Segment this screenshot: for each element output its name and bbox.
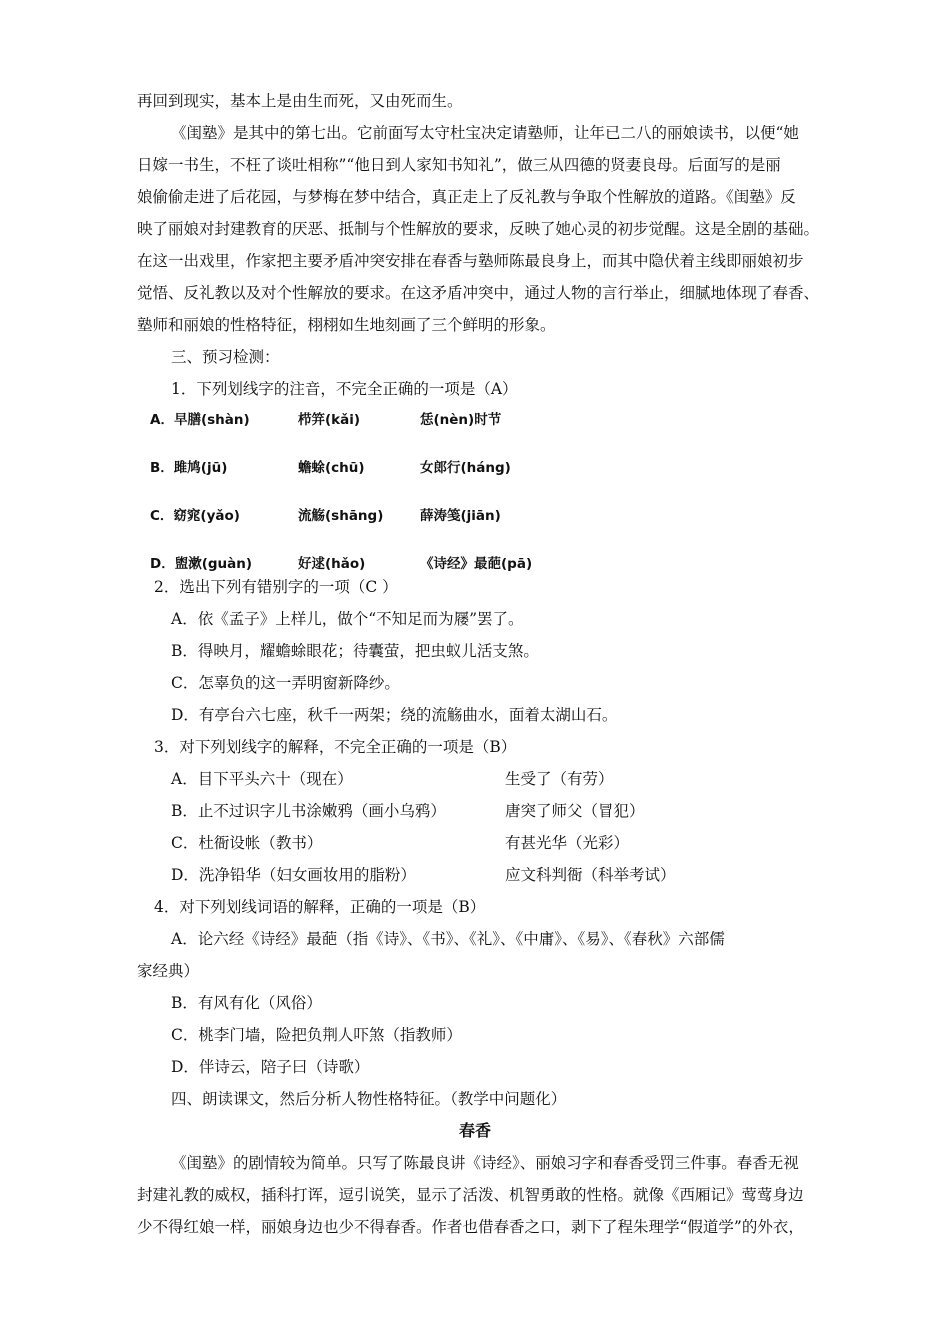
paragraph-line: 映了丽娘对封建教育的厌恶、抵制与个性解放的要求，反映了她心灵的初步觉醒。这是全剧的基础。 bbox=[137, 220, 820, 238]
q1-option-b-3: 女郎行(háng) bbox=[420, 460, 511, 476]
q1-option-row bbox=[150, 456, 850, 478]
paragraph-line: 娘偷偷走进了后花园，与梦梅在梦中结合，真正走上了反礼教与争取个性解放的道路。《闺塾》反 bbox=[137, 188, 796, 206]
q2-option-b: B．得映月，耀蟾蜍眼花；待囊萤，把虫蚁儿活支煞。 bbox=[171, 642, 539, 660]
q1-option-c-3: 薛涛笺(jiān) bbox=[420, 508, 501, 524]
q3-row-d bbox=[171, 864, 901, 886]
paragraph-line: 少不得红娘一样，丽娘身边也少不得春香。作者也借春香之口，剥下了程朱理学“假道学”的外衣， bbox=[137, 1218, 804, 1236]
q3-row-d-left: D．洗净铅华（妇女画妆用的脂粉） bbox=[171, 866, 416, 884]
q4-option-b: B．有风有化（风俗） bbox=[171, 994, 322, 1012]
paragraph-line: 《闺塾》是其中的第七出。它前面写太守杜宝决定请塾师，让年已二八的丽娘读书，以便“她 bbox=[171, 124, 799, 142]
subsection-title: 春香 bbox=[458, 1121, 491, 1140]
q3-row-b-left: B．止不过识字儿书涂嫩鸦（画小乌鸦） bbox=[171, 802, 446, 820]
section-heading-preview: 三、预习检测： bbox=[171, 348, 280, 366]
q4-option-c: C．桃李门墙，险把负荆人吓煞（指教师） bbox=[171, 1026, 462, 1044]
q1-option-d-2: 好逑(hǎo) bbox=[298, 556, 366, 572]
q3-row-c-right: 有甚光华（光彩） bbox=[505, 834, 630, 852]
q1-option-a-2: 栉笄(kǎi) bbox=[298, 412, 361, 428]
q3-row-a bbox=[171, 768, 901, 790]
q1-option-d: D．盥漱(guàn) bbox=[150, 556, 253, 572]
paragraph-line: 封建礼教的威权，插科打诨，逗引说笑，显示了活泼、机智勇敢的性格。就像《西厢记》莺莺身边 bbox=[137, 1186, 804, 1204]
q1-option-d-3: 《诗经》最葩(pā) bbox=[420, 556, 533, 572]
q1-option-b-2: 蟾蜍(chū) bbox=[298, 460, 365, 476]
q4-option-a-cont: 家经典） bbox=[137, 962, 200, 980]
q1-option-c: C．窈窕(yǎo) bbox=[150, 508, 240, 524]
q2-option-d: D．有亭台六七座，秋千一两架；绕的流觞曲水，面着太湖山石。 bbox=[171, 706, 618, 724]
q1-option-a: A．早膳(shàn) bbox=[150, 412, 250, 428]
q1-option-row bbox=[150, 504, 850, 526]
paragraph-line: 在这一出戏里，作家把主要矛盾冲突安排在春香与塾师陈最良身上，而其中隐伏着主线即丽娘初步 bbox=[137, 252, 804, 270]
q1-option-b: B．雎鸠(jū) bbox=[150, 460, 228, 476]
section-4-heading: 四、朗读课文，然后分析人物性格特征。（教学中问题化） bbox=[171, 1090, 567, 1108]
q1-option-a-3: 恁(nèn)时节 bbox=[420, 412, 502, 428]
q3-row-c bbox=[171, 832, 901, 854]
q4-option-d: D．伴诗云，陪子曰（诗歌） bbox=[171, 1058, 370, 1076]
paragraph-line: 觉悟、反礼教以及对个性解放的要求。在这矛盾冲突中，通过人物的言行举止，细腻地体现了春香、 bbox=[137, 284, 820, 302]
q1-option-c-2: 流觞(shāng) bbox=[298, 508, 384, 524]
q3-row-c-left: C．杜衙设帐（教书） bbox=[171, 834, 323, 852]
question-3-stem: 3．对下列划线字的解释，不完全正确的一项是（B） bbox=[154, 738, 517, 756]
q3-row-a-left: A．目下平头六十（现在） bbox=[171, 770, 353, 788]
q2-option-a: A．依《孟子》上样儿，做个“不知足而为屦”罢了。 bbox=[171, 610, 524, 628]
paragraph-line: 再回到现实，基本上是由生而死，又由死而生。 bbox=[137, 92, 463, 110]
q3-row-b bbox=[171, 800, 901, 822]
q2-option-c: C．怎辜负的这一弄明窗新降纱。 bbox=[171, 674, 400, 692]
q3-row-a-right: 生受了（有劳） bbox=[505, 770, 614, 788]
question-2-stem: 2．选出下列有错别字的一项（C ） bbox=[154, 578, 398, 596]
question-1-stem: 1．下列划线字的注音，不完全正确的一项是（A） bbox=[171, 380, 518, 398]
q1-option-row bbox=[150, 552, 850, 574]
q4-option-a: A．论六经《诗经》最葩（指《诗》、《书》、《礼》、《中庸》、《易》、《春秋》六部儒 bbox=[171, 930, 725, 948]
paragraph-line: 《闺塾》的剧情较为简单。只写了陈最良讲《诗经》、丽娘习字和春香受罚三件事。春香无视 bbox=[171, 1154, 799, 1172]
q3-row-b-right: 唐突了师父（冒犯） bbox=[505, 802, 645, 820]
q1-option-row bbox=[150, 408, 850, 430]
paragraph-line: 塾师和丽娘的性格特征，栩栩如生地刻画了三个鲜明的形象。 bbox=[137, 316, 556, 334]
question-4-stem: 4．对下列划线词语的解释，正确的一项是（B） bbox=[154, 898, 486, 916]
q3-row-d-right: 应文科判衙（科举考试） bbox=[505, 866, 676, 884]
paragraph-line: 日嫁一书生，不枉了谈吐相称”“他日到人家知书知礼”，做三从四德的贤妻良母。后面写的是丽 bbox=[137, 156, 781, 174]
